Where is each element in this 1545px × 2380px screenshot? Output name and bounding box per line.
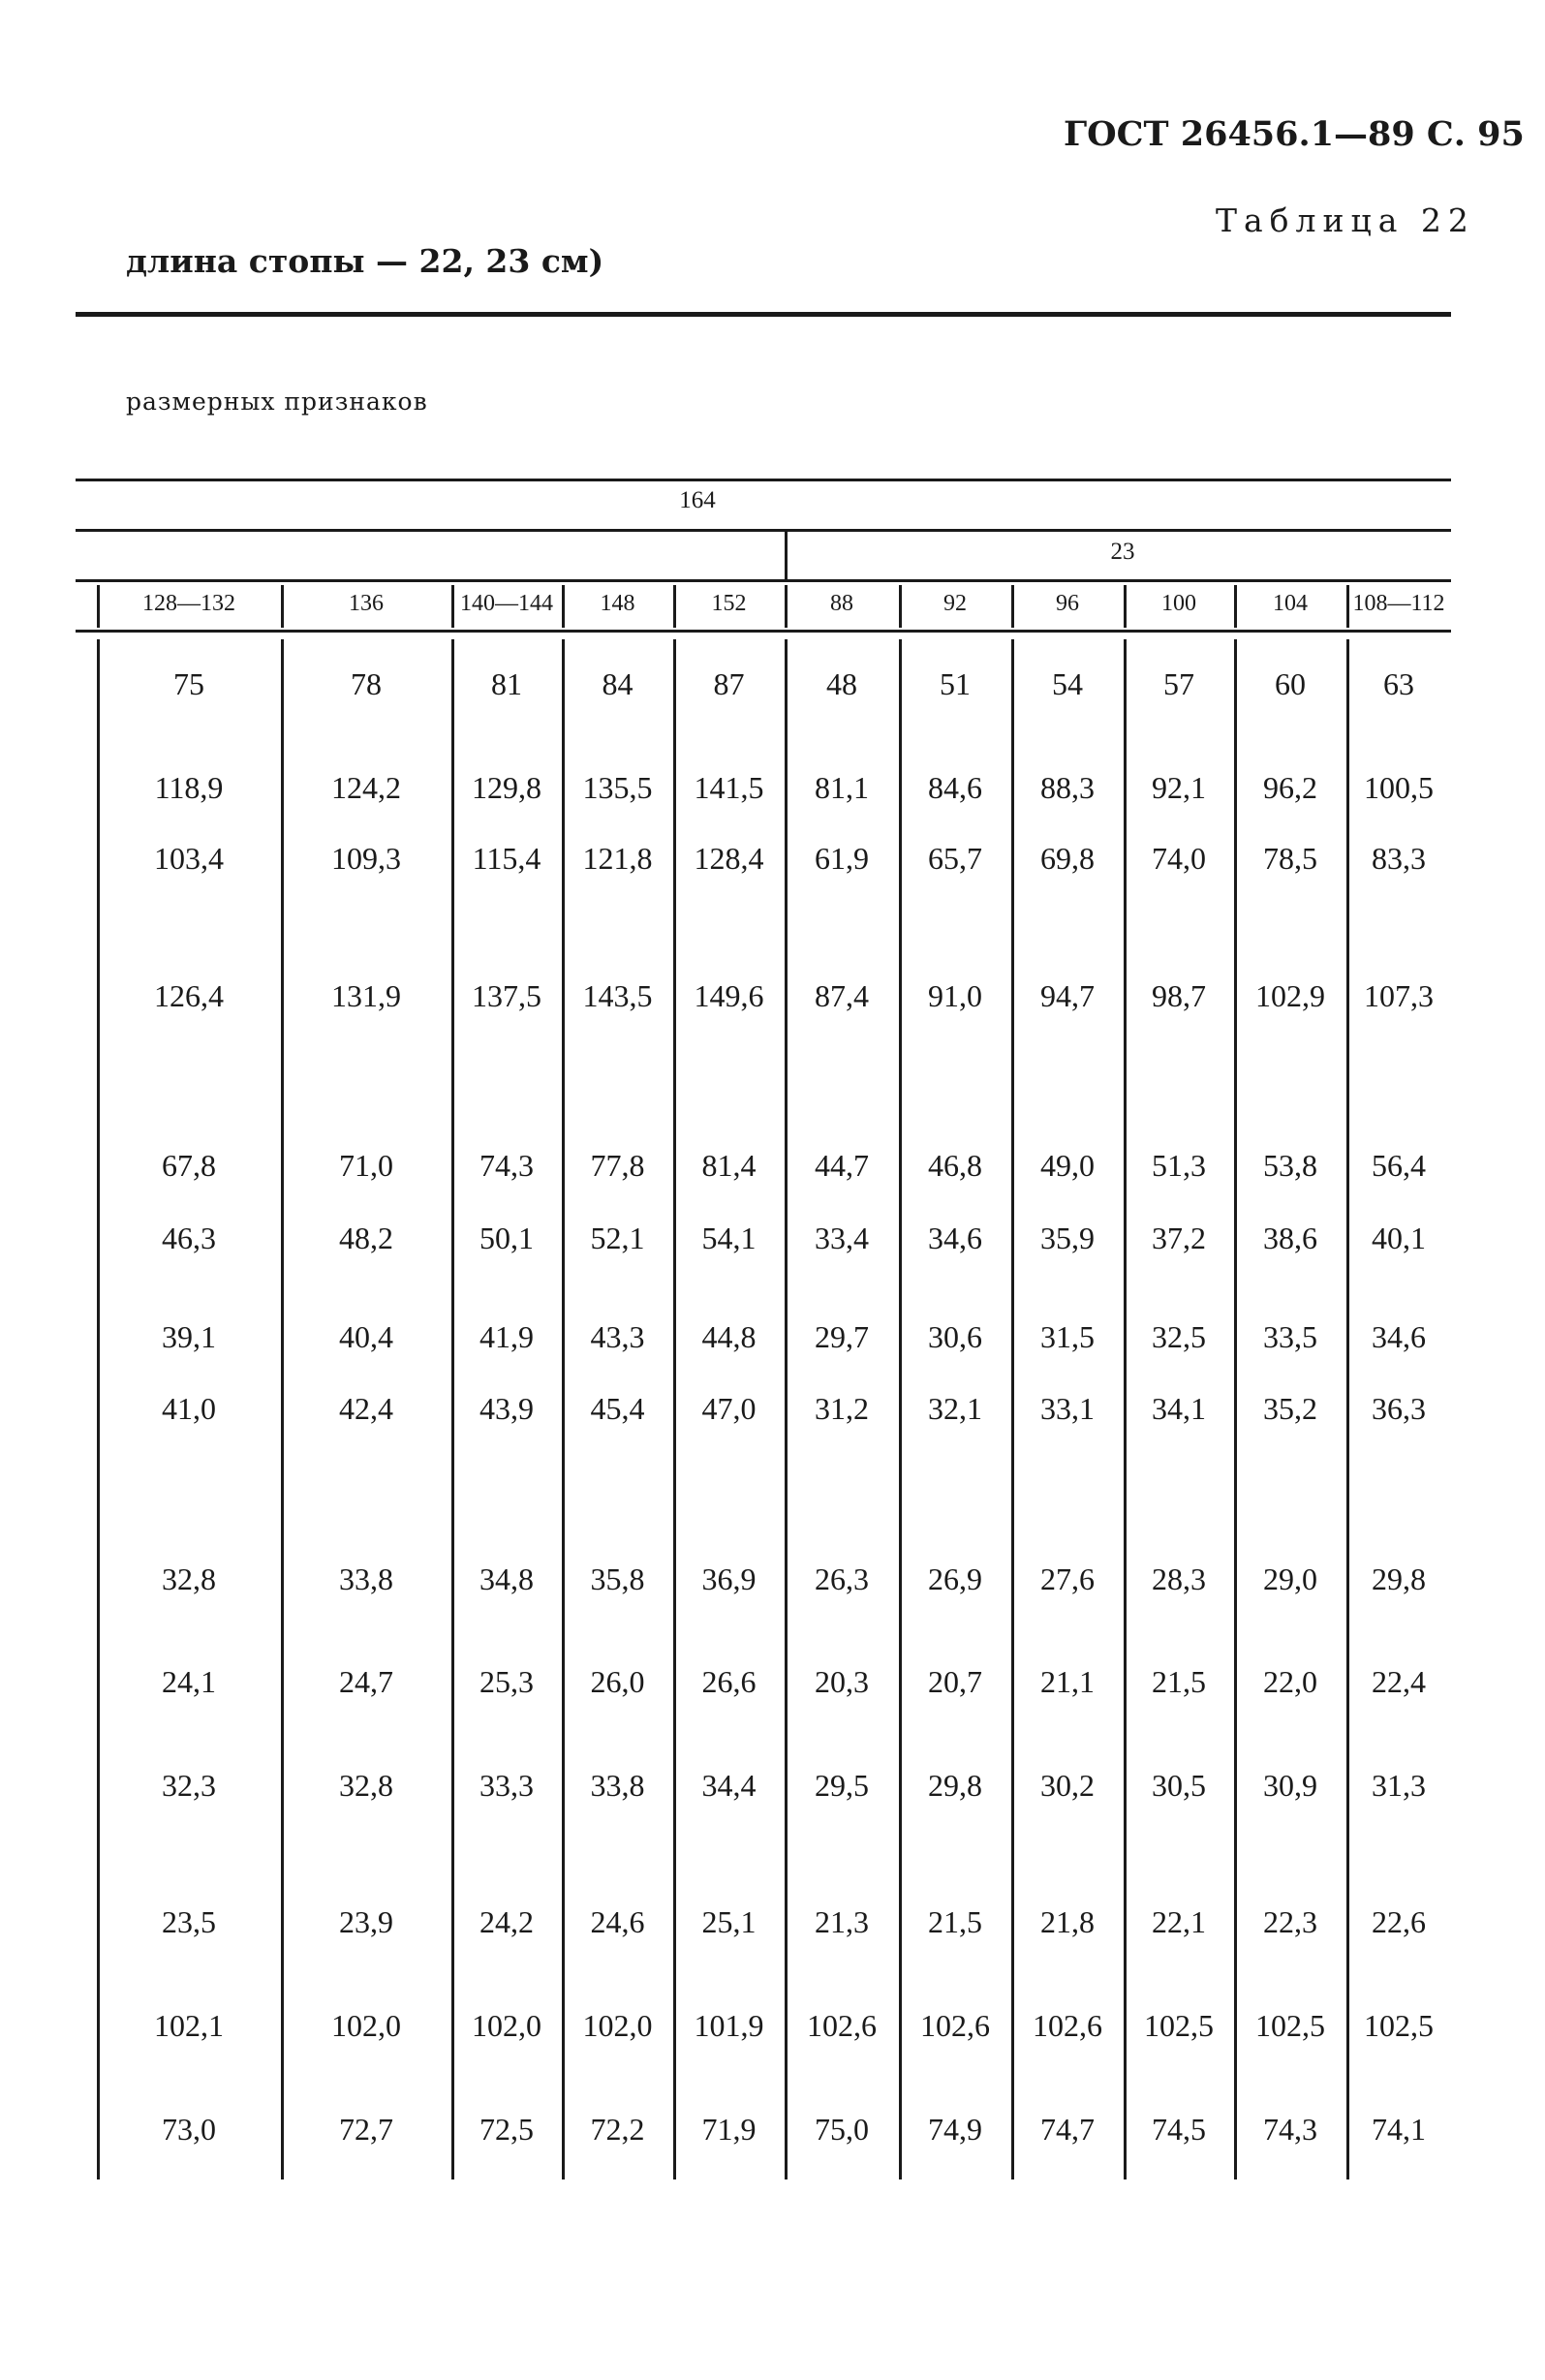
table-cell: 50,1 — [479, 1221, 534, 1255]
column-header: 96 — [1056, 591, 1079, 616]
table-cell: 102,1 — [154, 2008, 224, 2043]
group-height-164: 164 — [679, 487, 716, 513]
table-cell: 39,1 — [162, 1319, 216, 1354]
column-header-divider — [97, 585, 100, 628]
table-cell: 36,9 — [701, 1561, 757, 1596]
table-cell: 40,4 — [339, 1319, 393, 1354]
table-cell: 57 — [1163, 666, 1194, 701]
table-cell: 41,0 — [162, 1391, 216, 1426]
table-cell: 22,1 — [1152, 1904, 1206, 1939]
table-cell: 48,2 — [339, 1221, 393, 1255]
table-cell: 33,8 — [339, 1561, 393, 1596]
table-cell: 22,4 — [1372, 1664, 1426, 1699]
column-divider — [97, 639, 100, 2179]
table-cell: 32,8 — [339, 1768, 393, 1803]
column-divider — [1346, 639, 1349, 2179]
table-cell: 124,2 — [331, 770, 401, 805]
table-cell: 37,2 — [1152, 1221, 1206, 1255]
table-cell: 51,3 — [1152, 1148, 1206, 1183]
table-cell: 61,9 — [815, 841, 869, 876]
column-divider — [1124, 639, 1127, 2179]
table-cell: 28,3 — [1152, 1561, 1206, 1596]
table-cell: 20,3 — [815, 1664, 869, 1699]
table-cell: 33,1 — [1040, 1391, 1095, 1426]
table-cell: 75,0 — [815, 2112, 869, 2147]
table-cell: 33,4 — [815, 1221, 869, 1255]
table-cell: 53,8 — [1263, 1148, 1317, 1183]
table-cell: 102,6 — [920, 2008, 990, 2043]
table-cell: 94,7 — [1040, 978, 1095, 1013]
table-cell: 115,4 — [472, 841, 541, 876]
table-cell: 88,3 — [1040, 770, 1095, 805]
table-cell: 71,0 — [339, 1148, 393, 1183]
header-rule-1 — [76, 479, 1451, 481]
column-header: 136 — [349, 591, 384, 616]
table-cell: 26,9 — [928, 1561, 982, 1596]
table-cell: 34,6 — [1372, 1319, 1426, 1354]
column-divider — [1011, 639, 1014, 2179]
table-cell: 74,0 — [1152, 841, 1206, 876]
table-cell: 78,5 — [1263, 841, 1317, 876]
column-header-divider — [451, 585, 454, 628]
table-cell: 83,3 — [1372, 841, 1426, 876]
standard-reference: ГОСТ 26456.1—89 С. 95 — [1064, 114, 1525, 154]
table-cell: 43,3 — [590, 1319, 645, 1354]
table-cell: 121,8 — [582, 841, 653, 876]
table-cell: 38,6 — [1263, 1221, 1317, 1255]
table-cell: 149,6 — [694, 978, 764, 1013]
table-cell: 65,7 — [928, 841, 982, 876]
table-cell: 27,6 — [1040, 1561, 1095, 1596]
table-cell: 34,1 — [1152, 1391, 1206, 1426]
table-cell: 69,8 — [1040, 841, 1095, 876]
header-rule-4 — [76, 630, 1451, 633]
table-cell: 118,9 — [154, 770, 224, 805]
header-rule-3 — [76, 579, 1451, 582]
table-cell: 109,3 — [331, 841, 401, 876]
table-cell: 102,6 — [1033, 2008, 1102, 2043]
table-cell: 81 — [491, 666, 522, 701]
table-cell: 21,5 — [928, 1904, 982, 1939]
table-cell: 41,9 — [479, 1319, 534, 1354]
table-cell: 23,5 — [162, 1904, 216, 1939]
table-cell: 40,1 — [1372, 1221, 1426, 1255]
table-cell: 24,2 — [479, 1904, 534, 1939]
table-cell: 137,5 — [472, 978, 541, 1013]
table-cell: 102,6 — [807, 2008, 877, 2043]
table-cell: 72,5 — [479, 2112, 534, 2147]
table-cell: 74,5 — [1152, 2112, 1206, 2147]
column-divider — [562, 639, 565, 2179]
table-cell: 67,8 — [162, 1148, 216, 1183]
group-23-divider — [785, 532, 788, 580]
column-divider — [673, 639, 676, 2179]
column-divider — [1234, 639, 1237, 2179]
table-cell: 71,9 — [701, 2112, 757, 2147]
table-cell: 60 — [1275, 666, 1306, 701]
column-header: 108—112 — [1352, 591, 1445, 616]
table-cell: 74,1 — [1372, 2112, 1426, 2147]
table-cell: 54,1 — [701, 1221, 757, 1255]
column-divider — [281, 639, 284, 2179]
table-cell: 25,3 — [479, 1664, 534, 1699]
table-cell: 26,3 — [815, 1561, 869, 1596]
table-cell: 107,3 — [1364, 978, 1434, 1013]
table-cell: 22,3 — [1263, 1904, 1317, 1939]
table-cell: 103,4 — [154, 841, 224, 876]
table-cell: 102,5 — [1255, 2008, 1325, 2043]
table-cell: 21,1 — [1040, 1664, 1095, 1699]
table-cell: 73,0 — [162, 2112, 216, 2147]
column-divider — [451, 639, 454, 2179]
table-cell: 84,6 — [928, 770, 982, 805]
table-cell: 26,6 — [701, 1664, 757, 1699]
table-cell: 81,1 — [815, 770, 869, 805]
table-cell: 30,6 — [928, 1319, 982, 1354]
column-divider — [785, 639, 788, 2179]
table-cell: 34,4 — [701, 1768, 757, 1803]
table-cell: 143,5 — [582, 978, 653, 1013]
table-cell: 29,8 — [928, 1768, 982, 1803]
table-cell: 29,7 — [815, 1319, 869, 1354]
foot-length-caption: длина стопы — 22, 23 см) — [126, 242, 604, 280]
table-cell: 35,8 — [590, 1561, 645, 1596]
table-cell: 22,0 — [1263, 1664, 1317, 1699]
table-cell: 42,4 — [339, 1391, 393, 1426]
table-cell: 33,5 — [1263, 1319, 1317, 1354]
column-header: 128—132 — [142, 591, 235, 616]
table-cell: 29,0 — [1263, 1561, 1317, 1596]
table-cell: 33,3 — [479, 1768, 534, 1803]
table-cell: 102,9 — [1255, 978, 1325, 1013]
table-cell: 44,8 — [701, 1319, 757, 1354]
table-cell: 129,8 — [472, 770, 541, 805]
table-cell: 35,9 — [1040, 1221, 1095, 1255]
column-header: 140—144 — [460, 591, 553, 616]
table-cell: 32,5 — [1152, 1319, 1206, 1354]
column-header-divider — [1346, 585, 1349, 628]
table-cell: 87 — [713, 666, 745, 701]
table-cell: 52,1 — [590, 1221, 645, 1255]
table-cell: 32,1 — [928, 1391, 982, 1426]
table-cell: 74,3 — [479, 1148, 534, 1183]
table-cell: 96,2 — [1263, 770, 1317, 805]
table-cell: 21,5 — [1152, 1664, 1206, 1699]
table-cell: 75 — [173, 666, 204, 701]
table-cell: 23,9 — [339, 1904, 393, 1939]
table-cell: 36,3 — [1372, 1391, 1426, 1426]
table-cell: 21,8 — [1040, 1904, 1095, 1939]
column-header: 148 — [600, 591, 635, 616]
table-cell: 102,0 — [582, 2008, 653, 2043]
table-cell: 32,3 — [162, 1768, 216, 1803]
column-header-divider — [1124, 585, 1127, 628]
table-cell: 31,2 — [815, 1391, 869, 1426]
table-cell: 31,3 — [1372, 1768, 1426, 1803]
table-cell: 45,4 — [590, 1391, 645, 1426]
table-cell: 81,4 — [701, 1148, 757, 1183]
table-cell: 91,0 — [928, 978, 982, 1013]
column-header: 100 — [1161, 591, 1196, 616]
table-cell: 72,7 — [339, 2112, 393, 2147]
table-cell: 35,2 — [1263, 1391, 1317, 1426]
table-cell: 48 — [826, 666, 857, 701]
table-cell: 30,2 — [1040, 1768, 1095, 1803]
table-cell: 51 — [940, 666, 971, 701]
table-cell: 87,4 — [815, 978, 869, 1013]
table-cell: 102,0 — [472, 2008, 541, 2043]
table-cell: 24,6 — [590, 1904, 645, 1939]
column-header-divider — [899, 585, 902, 628]
table-cell: 74,9 — [928, 2112, 982, 2147]
column-header-divider — [1011, 585, 1014, 628]
table-cell: 92,1 — [1152, 770, 1206, 805]
table-cell: 29,8 — [1372, 1561, 1426, 1596]
table-cell: 30,9 — [1263, 1768, 1317, 1803]
group-23-label: 23 — [1110, 539, 1135, 565]
column-header-divider — [1234, 585, 1237, 628]
table-cell: 54 — [1052, 666, 1083, 701]
table-cell: 135,5 — [582, 770, 653, 805]
table-cell: 56,4 — [1372, 1148, 1426, 1183]
table-label: Таблица 22 — [1216, 201, 1475, 239]
table-cell: 24,1 — [162, 1664, 216, 1699]
table-cell: 46,8 — [928, 1148, 982, 1183]
table-cell: 26,0 — [590, 1664, 645, 1699]
table-cell: 22,6 — [1372, 1904, 1426, 1939]
table-cell: 20,7 — [928, 1664, 982, 1699]
table-cell: 24,7 — [339, 1664, 393, 1699]
table-cell: 44,7 — [815, 1148, 869, 1183]
table-cell: 43,9 — [479, 1391, 534, 1426]
table-cell: 77,8 — [590, 1148, 645, 1183]
column-header-divider — [281, 585, 284, 628]
table-cell: 141,5 — [694, 770, 764, 805]
header-rule-2 — [76, 529, 1451, 532]
column-header-divider — [562, 585, 565, 628]
table-cell: 102,0 — [331, 2008, 401, 2043]
table-cell: 34,6 — [928, 1221, 982, 1255]
column-header-divider — [673, 585, 676, 628]
table-cell: 46,3 — [162, 1221, 216, 1255]
table-cell: 21,3 — [815, 1904, 869, 1939]
column-header-divider — [785, 585, 788, 628]
top-divider — [76, 312, 1451, 317]
table-cell: 102,5 — [1144, 2008, 1214, 2043]
table-cell: 32,8 — [162, 1561, 216, 1596]
column-header: 88 — [830, 591, 853, 616]
table-cell: 34,8 — [479, 1561, 534, 1596]
column-header: 104 — [1273, 591, 1308, 616]
table-cell: 72,2 — [590, 2112, 645, 2147]
table-cell: 74,7 — [1040, 2112, 1095, 2147]
table-cell: 78 — [351, 666, 382, 701]
table-cell: 47,0 — [701, 1391, 757, 1426]
column-header: 152 — [711, 591, 747, 616]
table-cell: 49,0 — [1040, 1148, 1095, 1183]
table-cell: 29,5 — [815, 1768, 869, 1803]
table-cell: 25,1 — [701, 1904, 757, 1939]
table-cell: 101,9 — [694, 2008, 764, 2043]
table-cell: 31,5 — [1040, 1319, 1095, 1354]
table-cell: 33,8 — [590, 1768, 645, 1803]
table-subtitle: размерных признаков — [126, 387, 428, 416]
table-cell: 100,5 — [1364, 770, 1434, 805]
table-cell: 131,9 — [331, 978, 401, 1013]
table-cell: 128,4 — [694, 841, 764, 876]
table-cell: 102,5 — [1364, 2008, 1434, 2043]
table-cell: 126,4 — [154, 978, 224, 1013]
table-cell: 84 — [602, 666, 633, 701]
column-header: 92 — [943, 591, 967, 616]
table-cell: 74,3 — [1263, 2112, 1317, 2147]
table-cell: 63 — [1383, 666, 1414, 701]
table-cell: 98,7 — [1152, 978, 1206, 1013]
table-cell: 30,5 — [1152, 1768, 1206, 1803]
column-divider — [899, 639, 902, 2179]
